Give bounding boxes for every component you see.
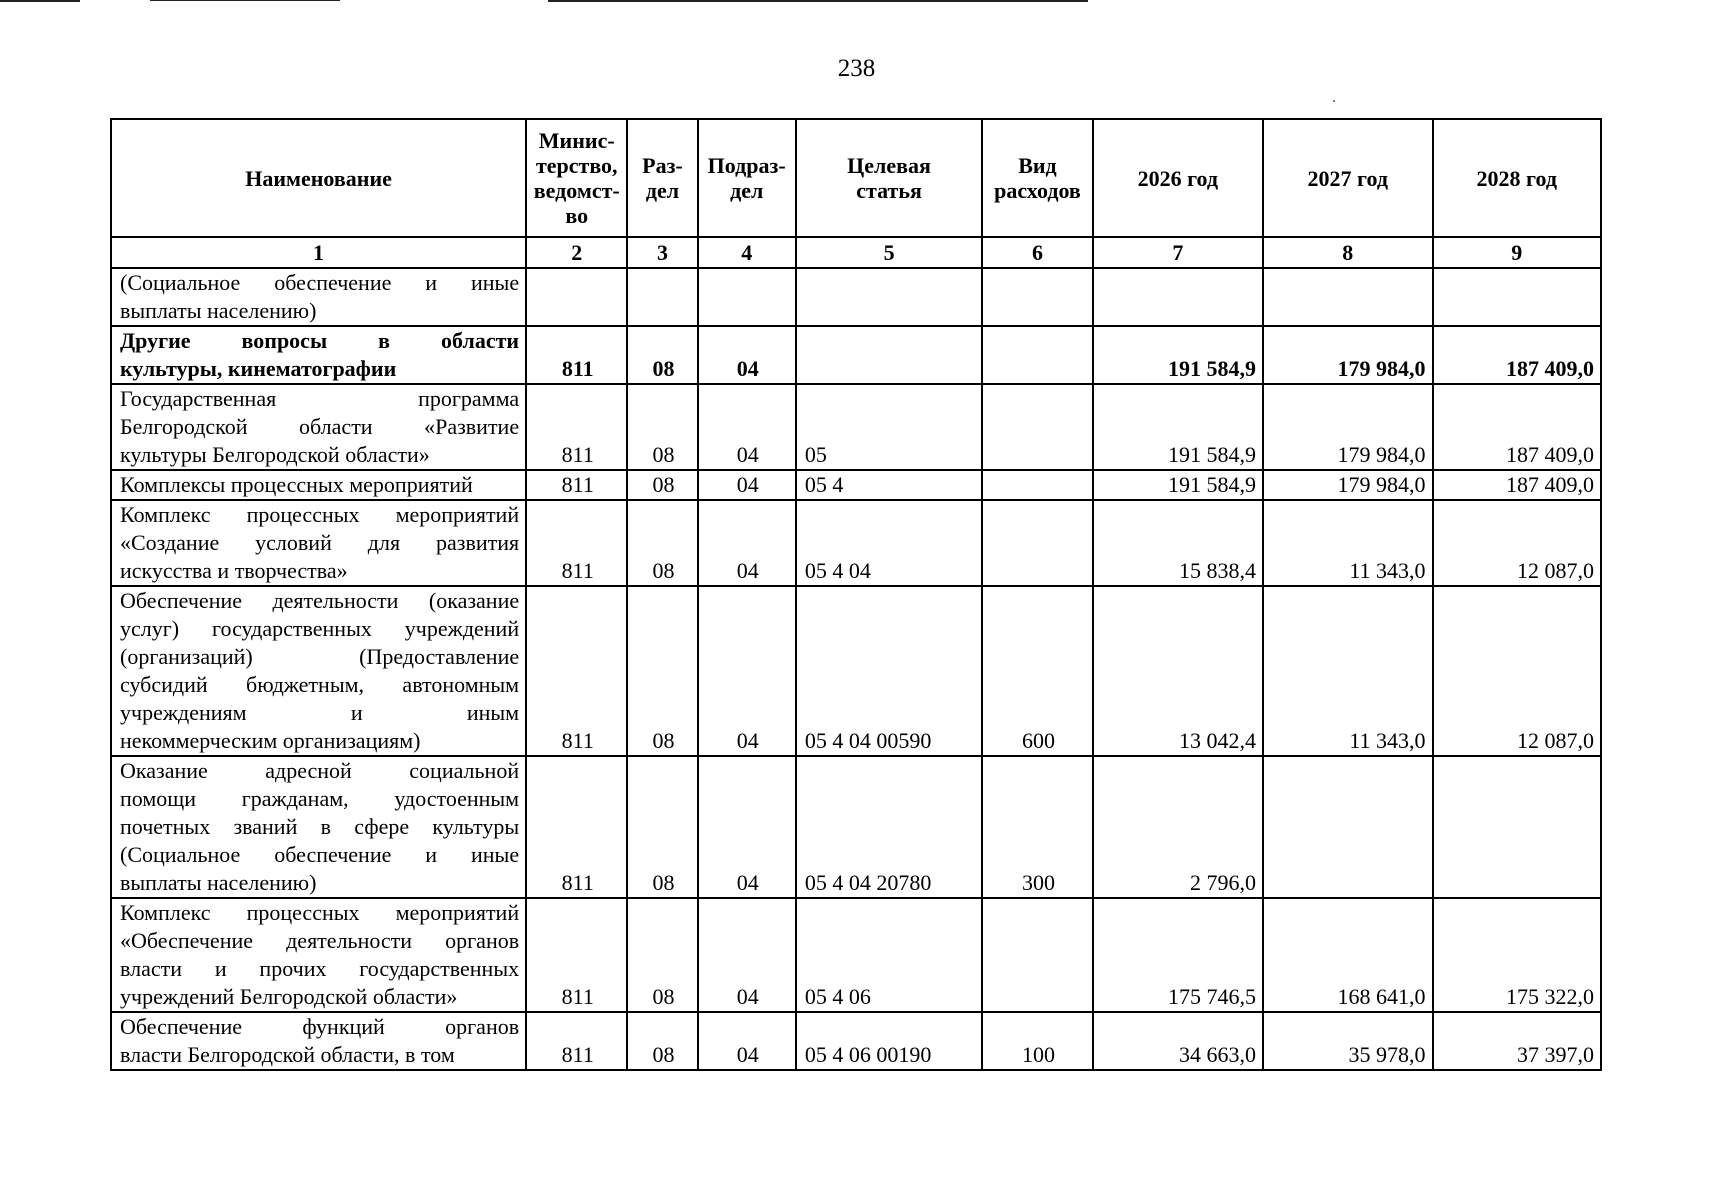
- target-article-cell: 05 4: [796, 470, 983, 500]
- ministry-cell: 811: [526, 384, 627, 470]
- amount-2026-cell: 191 584,9: [1093, 326, 1263, 384]
- column-header-line: Раз-: [642, 153, 683, 178]
- ministry-cell: 811: [526, 326, 627, 384]
- table-row: [111, 500, 1601, 586]
- amount-2026-cell: 13 042,4: [1093, 586, 1263, 756]
- row-name-cell: [111, 326, 526, 384]
- target-article-cell: 05 4 04 20780: [796, 756, 983, 898]
- column-header-line: дел: [730, 178, 764, 203]
- target-article-cell: 05 4 06: [796, 898, 983, 1012]
- amount-2026-cell: 34 663,0: [1093, 1012, 1263, 1070]
- row-name-cell: [111, 268, 526, 326]
- amount-2028-cell: 187 409,0: [1433, 470, 1602, 500]
- column-header-line: Подраз-: [707, 153, 786, 178]
- column-header-8: [1263, 119, 1432, 237]
- amount-2026-cell: [1093, 268, 1263, 326]
- column-header-line: 2027 год: [1307, 165, 1388, 191]
- row-name-line: Белгородской области «Развитие: [120, 414, 520, 439]
- subsection-cell: 04: [698, 384, 796, 470]
- row-name-line: культуры Белгородской области»: [120, 442, 430, 467]
- expense-type-cell: [982, 384, 1092, 470]
- ministry-cell: 811: [526, 1012, 627, 1070]
- table-body: [111, 268, 1601, 1070]
- column-header-3: [627, 119, 697, 237]
- target-article-cell: [796, 268, 983, 326]
- row-name-line: власти и прочих государственных: [120, 956, 520, 981]
- subsection-cell: 04: [698, 756, 796, 898]
- section-cell: 08: [627, 326, 697, 384]
- amount-2027-cell: 11 343,0: [1263, 500, 1432, 586]
- budget-table: [110, 118, 1602, 1071]
- section-cell: 08: [627, 756, 697, 898]
- section-cell: 08: [627, 586, 697, 756]
- row-name-line: некоммерческим организациям): [120, 728, 421, 753]
- ministry-cell: 811: [526, 756, 627, 898]
- target-article-cell: 05 4 04: [796, 500, 983, 586]
- amount-2026-cell: 191 584,9: [1093, 384, 1263, 470]
- amount-2027-cell: 179 984,0: [1263, 384, 1432, 470]
- column-number: 6: [982, 237, 1092, 268]
- amount-2028-cell: 187 409,0: [1433, 384, 1602, 470]
- row-name-cell: [111, 470, 526, 500]
- row-name-line: «Обеспечение деятельности органов: [120, 928, 520, 953]
- section-cell: 08: [627, 500, 697, 586]
- row-name-cell: [111, 1012, 526, 1070]
- target-article-cell: 05: [796, 384, 983, 470]
- row-name-line: Другие вопросы в области: [120, 328, 520, 353]
- amount-2027-cell: 179 984,0: [1263, 470, 1432, 500]
- ministry-cell: 811: [526, 500, 627, 586]
- expense-type-cell: [982, 500, 1092, 586]
- amount-2027-cell: 168 641,0: [1263, 898, 1432, 1012]
- row-name-line: учреждений Белгородской области»: [120, 984, 458, 1009]
- column-header-7: [1093, 119, 1263, 237]
- column-number: 3: [627, 237, 697, 268]
- column-header-4: [698, 119, 796, 237]
- target-article-cell: 05 4 06 00190: [796, 1012, 983, 1070]
- section-cell: 08: [627, 1012, 697, 1070]
- amount-2026-cell: 175 746,5: [1093, 898, 1263, 1012]
- column-header-9: [1433, 119, 1602, 237]
- target-article-cell: 05 4 04 00590: [796, 586, 983, 756]
- subsection-cell: 04: [698, 586, 796, 756]
- target-article-cell: [796, 326, 983, 384]
- row-name-line: (Социальное обеспечение и иные: [120, 270, 520, 295]
- column-header-5: [796, 119, 983, 237]
- amount-2028-cell: 12 087,0: [1433, 500, 1602, 586]
- subsection-cell: 04: [698, 470, 796, 500]
- expense-type-cell: [982, 326, 1092, 384]
- amount-2026-cell: 191 584,9: [1093, 470, 1263, 500]
- subsection-cell: 04: [698, 500, 796, 586]
- column-header-line: 2026 год: [1137, 165, 1219, 191]
- column-header-line: Минис-: [538, 128, 615, 153]
- section-cell: 08: [627, 384, 697, 470]
- column-header-line: ведомст-: [533, 178, 620, 203]
- amount-2028-cell: 37 397,0: [1433, 1012, 1602, 1070]
- column-header-line: во: [565, 203, 589, 228]
- table-row: [111, 268, 1601, 326]
- row-name-line: выплаты населению): [120, 870, 317, 895]
- amount-2028-cell: 175 322,0: [1433, 898, 1602, 1012]
- column-number-row: [111, 237, 1601, 268]
- column-number: 2: [526, 237, 627, 268]
- row-name-line: учреждениям и иным: [120, 700, 520, 725]
- row-name-line: Государственная программа: [120, 386, 520, 411]
- row-name-line: помощи гражданам, удостоенным: [120, 786, 520, 811]
- expense-type-cell: 600: [982, 586, 1092, 756]
- table-row: [111, 384, 1601, 470]
- row-name-line: (Социальное обеспечение и иные: [120, 842, 520, 867]
- row-name-line: искусства и творчества»: [120, 558, 348, 583]
- column-header-6: [982, 119, 1092, 237]
- ministry-cell: 811: [526, 470, 627, 500]
- column-number: 9: [1433, 237, 1602, 268]
- column-number: 7: [1093, 237, 1263, 268]
- row-name-cell: [111, 586, 526, 756]
- scan-artifact-line: [548, 0, 1088, 2]
- page-number: 238: [837, 55, 876, 82]
- scan-artifact-line: [150, 0, 340, 1]
- row-name-line: (организаций) (Предоставление: [120, 644, 520, 669]
- column-header-line: статья: [856, 178, 922, 203]
- table-row: [111, 470, 1601, 500]
- scan-speck: [1333, 100, 1335, 102]
- table-row: [111, 326, 1601, 384]
- ministry-cell: [526, 268, 627, 326]
- column-header-line: дел: [645, 178, 680, 203]
- row-name-line: культуры, кинематографии: [120, 356, 397, 381]
- section-cell: 08: [627, 470, 697, 500]
- subsection-cell: 04: [698, 326, 796, 384]
- column-header-line: расходов: [994, 178, 1081, 203]
- subsection-cell: [698, 268, 796, 326]
- amount-2026-cell: 15 838,4: [1093, 500, 1263, 586]
- amount-2027-cell: [1263, 756, 1432, 898]
- expense-type-cell: 300: [982, 756, 1092, 898]
- row-name-line: Комплекс процессных мероприятий: [120, 502, 520, 527]
- amount-2027-cell: 35 978,0: [1263, 1012, 1432, 1070]
- row-name-line: субсидий бюджетным, автономным: [120, 672, 520, 697]
- column-number: 1: [111, 237, 526, 268]
- amount-2028-cell: 187 409,0: [1433, 326, 1602, 384]
- expense-type-cell: [982, 470, 1092, 500]
- amount-2028-cell: 12 087,0: [1433, 586, 1602, 756]
- row-name-cell: [111, 756, 526, 898]
- row-name-cell: [111, 384, 526, 470]
- table-row: [111, 756, 1601, 898]
- section-cell: 08: [627, 898, 697, 1012]
- row-name-line: почетных званий в сфере культуры: [120, 814, 520, 839]
- row-name-line: выплаты населению): [120, 298, 317, 323]
- expense-type-cell: 100: [982, 1012, 1092, 1070]
- amount-2028-cell: [1433, 756, 1602, 898]
- amount-2027-cell: 179 984,0: [1263, 326, 1432, 384]
- amount-2028-cell: [1433, 268, 1602, 326]
- row-name-line: Обеспечение деятельности (оказание: [120, 588, 520, 613]
- column-number: 5: [796, 237, 983, 268]
- column-header-line: Вид: [1018, 153, 1057, 178]
- column-header-line: Наименование: [245, 165, 392, 191]
- row-name-line: Комплексы процессных мероприятий: [120, 472, 473, 497]
- column-number: 4: [698, 237, 796, 268]
- scan-artifact-line: [0, 0, 80, 2]
- row-name-line: «Создание условий для развития: [120, 530, 520, 555]
- table-row: [111, 1012, 1601, 1070]
- row-name-line: Обеспечение функций органов: [120, 1014, 520, 1039]
- amount-2027-cell: [1263, 268, 1432, 326]
- section-cell: [627, 268, 697, 326]
- row-name-line: Комплекс процессных мероприятий: [120, 900, 520, 925]
- row-name-cell: [111, 898, 526, 1012]
- subsection-cell: 04: [698, 1012, 796, 1070]
- table-row: [111, 898, 1601, 1012]
- expense-type-cell: [982, 898, 1092, 1012]
- row-name-line: власти Белгородской области, в том: [120, 1042, 455, 1067]
- ministry-cell: 811: [526, 898, 627, 1012]
- column-header-line: терство,: [535, 153, 618, 178]
- subsection-cell: 04: [698, 898, 796, 1012]
- row-name-cell: [111, 500, 526, 586]
- table-row: [111, 586, 1601, 756]
- expense-type-cell: [982, 268, 1092, 326]
- column-number: 8: [1263, 237, 1432, 268]
- column-header-1: [111, 119, 526, 237]
- amount-2027-cell: 11 343,0: [1263, 586, 1432, 756]
- amount-2026-cell: 2 796,0: [1093, 756, 1263, 898]
- ministry-cell: 811: [526, 586, 627, 756]
- row-name-line: Оказание адресной социальной: [120, 758, 520, 783]
- column-header-line: 2028 год: [1476, 165, 1557, 191]
- column-header-2: [526, 119, 627, 237]
- column-header-line: Целевая: [847, 153, 931, 178]
- row-name-line: услуг) государственных учреждений: [120, 616, 520, 641]
- table-header-row: [111, 119, 1601, 237]
